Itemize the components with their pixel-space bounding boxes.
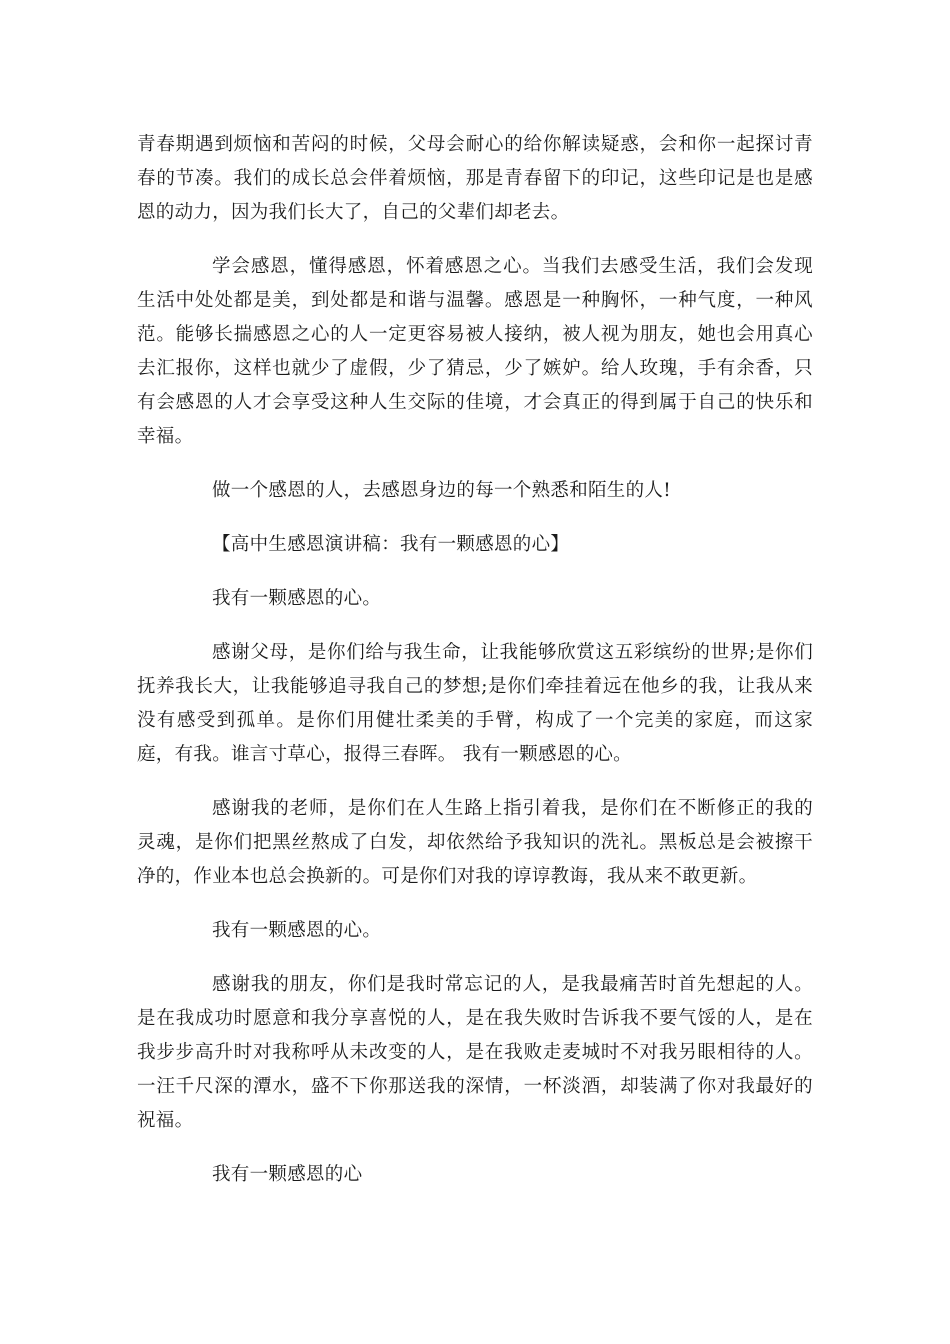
- paragraph: 感谢父母，是你们给与我生命，让我能够欣赏这五彩缤纷的世界;是你们抚养我长大，让我能够追寻我自己的梦想;是你们牵挂着远在他乡的我，让我从来没有感受到孤单。是你们用健壮柔美的手臂，构成了一个完美的家庭，而这家庭，有我。谁言寸草心，报得三春晖。 我有一颗感恩的心。: [137, 642, 813, 765]
- paragraph: 感谢我的老师，是你们在人生路上指引着我，是你们在不断修正的我的灵魂，是你们把黑丝熬成了白发，却依然给予我知识的洗礼。黑板总是会被擦干净的，作业本也总会换新的。可是你们对我的谆谆教诲，我从来不敢更新。: [137, 798, 813, 887]
- paragraph: 我有一颗感恩的心。: [212, 588, 382, 609]
- paragraph: 做一个感恩的人，去感恩身边的每一个熟悉和陌生的人!: [212, 480, 671, 501]
- paragraph: 感谢我的朋友，你们是我时常忘记的人，是我最痛苦时首先想起的人。是在我成功时愿意和我分享喜悦的人，是在我失败时告诉我不要气馁的人，是在我步步高升时对我称呼从未改变的人，是在我败走麦城时不对我另眼相待的人。一汪千尺深的潭水，盛不下你那送我的深情，一杯淡酒，却装满了你对我最好的祝福。: [137, 974, 813, 1131]
- paragraph: 我有一颗感恩的心。: [212, 920, 382, 941]
- paragraph: 我有一颗感恩的心: [212, 1164, 363, 1185]
- paragraph: 学会感恩，懂得感恩，怀着感恩之心。当我们去感受生活，我们会发现生活中处处都是美，到处都是和谐与温馨。感恩是一种胸怀，一种气度，一种风范。能够长揣感恩之心的人一定更容易被人接纳，被人视为朋友，她也会用真心去汇报你，这样也就少了虚假，少了猜忌，少了嫉妒。给人玫瑰，手有余香，只有会感恩的人才会享受这种人生交际的佳境，才会真正的得到属于自己的快乐和幸福。: [137, 256, 813, 447]
- section-heading: 【高中生感恩演讲稿：我有一颗感恩的心】: [212, 534, 570, 555]
- document-body: [137, 128, 813, 1192]
- paragraph: 青春期遇到烦恼和苦闷的时候，父母会耐心的给你解读疑惑，会和你一起探讨青春的节凑。我们的成长总会伴着烦恼，那是青春留下的印记，这些印记是也是感恩的动力，因为我们长大了，自己的父辈们却老去。: [137, 134, 813, 223]
